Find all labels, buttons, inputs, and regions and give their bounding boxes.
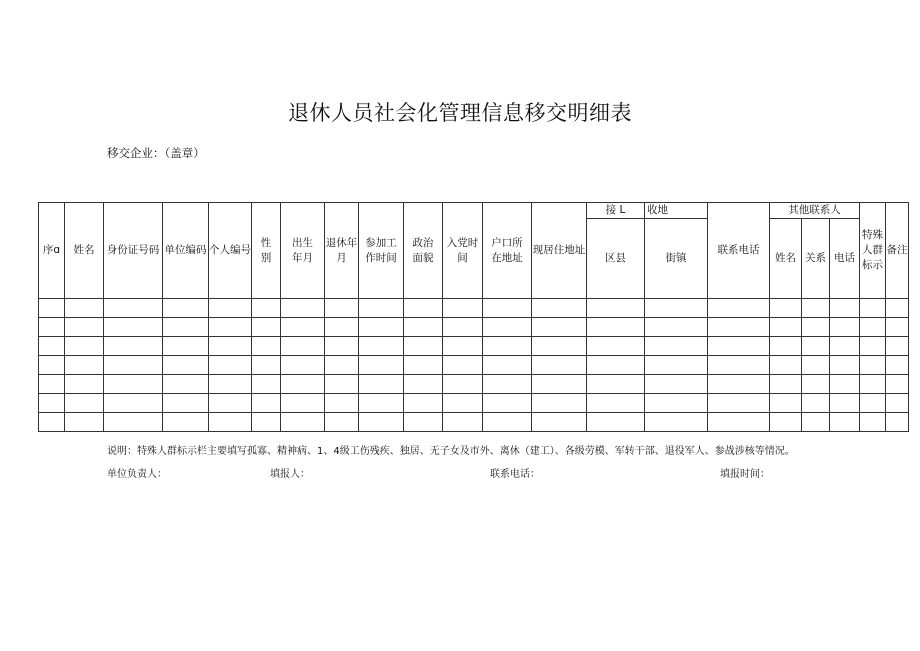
table-cell[interactable] [802,299,830,318]
table-cell[interactable] [443,413,483,432]
table-cell[interactable] [65,375,104,394]
table-cell[interactable] [252,356,281,375]
table-cell[interactable] [802,375,830,394]
table-row [39,318,909,337]
table-cell[interactable] [104,413,163,432]
table-cell[interactable] [359,318,404,337]
table-cell[interactable] [325,318,359,337]
table-cell[interactable] [209,413,252,432]
table-cell[interactable] [587,356,645,375]
table-cell[interactable] [770,356,802,375]
table-cell[interactable] [39,356,65,375]
header-seq: 序ɑ [39,203,65,299]
table-row [39,375,909,394]
table-cell[interactable] [325,299,359,318]
table-cell[interactable] [359,375,404,394]
table-cell[interactable] [483,337,532,356]
table-cell[interactable] [404,375,443,394]
table-cell[interactable] [209,394,252,413]
table-cell[interactable] [252,337,281,356]
table-cell[interactable] [532,375,587,394]
table-cell[interactable] [163,394,209,413]
table-cell[interactable] [104,299,163,318]
table-cell[interactable] [645,375,708,394]
table-cell[interactable] [645,394,708,413]
table-cell[interactable] [443,337,483,356]
table-cell[interactable] [65,356,104,375]
table-cell[interactable] [359,356,404,375]
table-cell[interactable] [281,394,325,413]
table-cell[interactable] [532,394,587,413]
header-oc-name: 姓名 [770,219,802,299]
table-cell[interactable] [404,394,443,413]
table-cell[interactable] [325,337,359,356]
table-cell[interactable] [163,413,209,432]
table-cell[interactable] [483,394,532,413]
header-personal-code: 个人编号 [209,203,252,299]
table-cell[interactable] [770,413,802,432]
table-cell[interactable] [770,337,802,356]
table-cell[interactable] [886,318,909,337]
transfer-detail-table [38,202,909,432]
transfer-company-label: 移交企业：（盖章） [107,146,205,160]
table-cell[interactable] [830,413,860,432]
header-special: 特殊 人群 标示 [860,203,886,299]
header-phone: 联系电话 [708,203,770,299]
table-cell[interactable] [281,356,325,375]
table-cell[interactable] [281,375,325,394]
table-cell[interactable] [830,337,860,356]
table-cell[interactable] [104,356,163,375]
table-cell[interactable] [483,413,532,432]
table-cell[interactable] [708,413,770,432]
table-cell[interactable] [886,394,909,413]
table-cell[interactable] [860,337,886,356]
header-name: 姓名 [65,203,104,299]
table-cell[interactable] [587,413,645,432]
header-oc-relation: 关系 [802,219,830,299]
table-cell[interactable] [252,299,281,318]
unit-head-label: 单位负责人： [107,469,167,480]
table-cell[interactable] [532,356,587,375]
header-oc-phone: 电话 [830,219,860,299]
table-cell[interactable] [281,299,325,318]
table-row [39,299,909,318]
table-cell[interactable] [104,337,163,356]
table-cell[interactable] [645,356,708,375]
table-cell[interactable] [645,337,708,356]
table-cell[interactable] [860,299,886,318]
table-cell[interactable] [532,337,587,356]
table-cell[interactable] [104,394,163,413]
table-cell[interactable] [708,318,770,337]
table-cell[interactable] [532,413,587,432]
table-cell[interactable] [886,356,909,375]
table-cell[interactable] [359,299,404,318]
table-cell[interactable] [163,318,209,337]
table-cell[interactable] [802,394,830,413]
header-receiver-b: 收地 [645,203,708,219]
table-cell[interactable] [587,337,645,356]
table-cell[interactable] [802,337,830,356]
table-cell[interactable] [708,394,770,413]
table-cell[interactable] [404,337,443,356]
table-cell[interactable] [532,318,587,337]
table-cell[interactable] [886,337,909,356]
table-cell[interactable] [860,318,886,337]
table-cell[interactable] [325,375,359,394]
table-cell[interactable] [163,299,209,318]
table-cell[interactable] [443,394,483,413]
table-cell[interactable] [708,299,770,318]
table-cell[interactable] [645,318,708,337]
table-cell[interactable] [325,394,359,413]
table-cell[interactable] [65,318,104,337]
table-cell[interactable] [886,375,909,394]
table-cell[interactable] [770,299,802,318]
header-work-start: 参加工 作时间 [359,203,404,299]
header-district: 区县 [587,219,645,299]
table-row [39,337,909,356]
table-cell[interactable] [830,318,860,337]
header-gender: 性 别 [252,203,281,299]
table-cell[interactable] [860,413,886,432]
table-cell[interactable] [708,356,770,375]
header-other-contact: 其他联系人 [770,203,860,219]
header-row-top [39,203,909,219]
table-cell[interactable] [886,299,909,318]
header-hukou: 户口所 在地址 [483,203,532,299]
table-cell[interactable] [708,337,770,356]
table-cell[interactable] [359,394,404,413]
table-cell[interactable] [65,299,104,318]
table-cell[interactable] [830,394,860,413]
table-cell[interactable] [860,375,886,394]
table-cell[interactable] [860,356,886,375]
table-cell[interactable] [483,356,532,375]
table-cell[interactable] [770,394,802,413]
table-cell[interactable] [443,318,483,337]
table-row [39,356,909,375]
table-cell[interactable] [802,318,830,337]
table-cell[interactable] [587,318,645,337]
table-cell[interactable] [252,375,281,394]
header-current-address: 现居住地址 [532,203,587,299]
header-party: 入党时 间 [443,203,483,299]
table-cell[interactable] [770,375,802,394]
table-cell[interactable] [532,299,587,318]
table-cell[interactable] [802,413,830,432]
table-cell[interactable] [860,394,886,413]
table-cell[interactable] [163,337,209,356]
header-politics: 政治 面貌 [404,203,443,299]
table-cell[interactable] [404,413,443,432]
table-cell[interactable] [104,375,163,394]
table-cell[interactable] [252,318,281,337]
table-cell[interactable] [645,299,708,318]
table-cell[interactable] [39,394,65,413]
table-cell[interactable] [404,356,443,375]
table-cell[interactable] [209,375,252,394]
table-cell[interactable] [404,299,443,318]
table-cell[interactable] [104,318,163,337]
header-remarks: 备注 [886,203,909,299]
filler-label: 填报人： [270,469,310,480]
table-cell[interactable] [587,375,645,394]
table-cell[interactable] [587,299,645,318]
table-row [39,394,909,413]
fill-date-label: 填报时间： [720,469,770,480]
table-cell[interactable] [39,337,65,356]
table-cell[interactable] [483,318,532,337]
table-cell[interactable] [708,375,770,394]
table-cell[interactable] [281,318,325,337]
table-cell[interactable] [886,413,909,432]
explanation-note: 说明：特殊人群标示栏主要填写孤寡、精神病、1、4级工伤残疾、独居、无子女及市外、离休（建工）、各级劳模、军转干部、退役军人、参战涉核等情况。 [107,446,795,457]
table-cell[interactable] [483,375,532,394]
table-cell[interactable] [404,318,443,337]
table-cell[interactable] [65,413,104,432]
table-cell[interactable] [587,394,645,413]
table-cell[interactable] [209,356,252,375]
table-cell[interactable] [359,413,404,432]
header-birth: 出生 年月 [281,203,325,299]
page-title: 退休人员社会化管理信息移交明细表 [288,101,632,125]
table-cell[interactable] [39,299,65,318]
table-cell[interactable] [39,375,65,394]
table-cell[interactable] [65,337,104,356]
table-cell[interactable] [359,337,404,356]
table-cell[interactable] [39,413,65,432]
table-cell[interactable] [443,299,483,318]
table-cell[interactable] [483,299,532,318]
table-cell[interactable] [770,318,802,337]
table-cell[interactable] [163,356,209,375]
table-cell[interactable] [443,356,483,375]
table-body [39,299,909,432]
header-unit-code: 单位编码 [163,203,209,299]
table-cell[interactable] [209,337,252,356]
header-retire: 退休年 月 [325,203,359,299]
table-cell[interactable] [209,318,252,337]
table-cell[interactable] [65,394,104,413]
phone-label: 联系电话： [490,469,540,480]
header-street: 街镇 [645,219,708,299]
table-row [39,413,909,432]
header-receiver-a: 接 L [587,203,645,219]
table-cell[interactable] [802,356,830,375]
table-cell[interactable] [39,318,65,337]
table-cell[interactable] [325,356,359,375]
table-cell[interactable] [281,413,325,432]
table-cell[interactable] [645,413,708,432]
table-cell[interactable] [209,299,252,318]
table-cell[interactable] [830,375,860,394]
table-cell[interactable] [830,299,860,318]
table-cell[interactable] [325,413,359,432]
table-cell[interactable] [281,337,325,356]
table-cell[interactable] [443,375,483,394]
table-cell[interactable] [252,394,281,413]
header-id-number: 身份证号码 [104,203,163,299]
table-cell[interactable] [252,413,281,432]
table-cell[interactable] [163,375,209,394]
table-cell[interactable] [830,356,860,375]
